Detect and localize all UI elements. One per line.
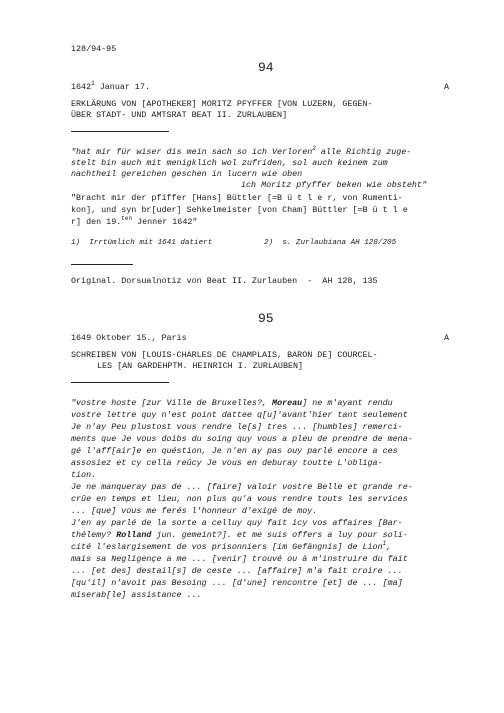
document-title-95-line-1: SCHREIBEN VON [LOUIS-CHARLES DE CHAMPLAIS, BARON DE] COURCEL-: [71, 350, 378, 360]
document-type-letter-95: A: [444, 333, 450, 343]
document-date-94: 1642$^1$ Januar 17.: [71, 80, 151, 92]
text-95-line-3: Je n'ay Peu plustost vous rendre le[s] tres ... [humbles] remerci-: [71, 422, 403, 432]
divider-94-title: [71, 131, 169, 132]
source-94: Original. Dorsualnotiz von Beat II. Zurlauben - AH 128, 135: [71, 276, 378, 286]
archive-reference: 128/94-95: [71, 44, 117, 54]
text-95-line-8: Je ne manqueray pas de ... [faire] valoir vostre Belle et grande re-: [71, 482, 413, 492]
document-type-letter-94: A: [444, 82, 450, 92]
text-95-line-16: [qu'il] n'avoit pas Besoing ... [d'une] rencontre [et] de ... [ma]: [71, 578, 403, 588]
name-rolland: Rolland: [116, 530, 152, 540]
quote-94-line-3: nachtheil gereichen geschen in lucern wie oben: [71, 169, 303, 179]
name-moreau: Moreau: [272, 398, 303, 408]
text-95-line-10: ... [que] vous me ferés l'honneur d'exigé de moy.: [71, 506, 318, 516]
footnote-94-1: 1) Irrtümlich mit 1641 datiert: [71, 239, 213, 247]
text-95-line-6: assosiez et cy cella reûcy Je vous en deburay toutte L'obliga-: [71, 458, 383, 468]
text-95-line-2: vostre lettre quy n'est point dattee q[u]'avant'hier tant seulement: [71, 410, 408, 420]
quote-94-line-4: ich Moritz pfyffer beken wie obsteht": [241, 180, 427, 190]
text-95-line-1: "vostre hoste [zur Ville de Bruxelles?, Moreau] ne m'ayant rendu: [71, 398, 393, 408]
quote-94-line-1: "hat mir für wiser dis mein sach so ich Verloren$^2$ alle Richtig zuge-: [71, 145, 412, 157]
dorsal-note-94-line-2: kon], und syn br[uder] Sehkelmeister [von Cham] Büttler [=B ü t l e: [71, 205, 408, 215]
text-95-line-11: J'en ay parlé de la sorte a celluy quy fait icy vos affaires [Bar-: [71, 518, 403, 528]
document-number-95: 95: [258, 311, 274, 326]
text-95-line-5: gé l'aff[air]e en quéstion, Je n'en ay pas ouy parlé encore a ces: [71, 446, 398, 456]
document-title-94-line-2: ÜBER STADT- UND AMTSRAT BEAT II. ZURLAUBEN]: [71, 110, 288, 120]
document-title-94-line-1: ERKLÄRUNG VON [APOTHEKER] MORITZ PFYFFER [VON LUZERN, GEGEN-: [71, 99, 373, 109]
text-95-line-7: tion.: [71, 470, 97, 480]
dorsal-note-94-line-3: r] den 19.$^{ten}$ Jenner 1642": [71, 215, 198, 227]
divider-95-title: [71, 382, 169, 383]
text-95-line-17: miserab[le] assistance ...: [71, 590, 202, 600]
quote-94-line-2: stelt bin auch mit menigklich wol zufriden, sol auch keinem zum: [71, 158, 388, 168]
text-95-line-14: mais sa Negligençe a me ... [venir] trouvé ou à m'instruire du fait: [71, 554, 408, 564]
divider-94-footnotes: [71, 264, 133, 265]
document-title-95-line-2: LES [AN GARDEHPTM. HEINRICH I. ZURLAUBEN]: [97, 361, 304, 371]
document-number-94: 94: [258, 60, 274, 75]
text-95-line-13: cité l'eslargisement de vos prisonniers [im Gefängnis] de Lion$^1$,: [71, 540, 392, 552]
footnote-94-2: 2) s. Zurlaubiana AH 128/205: [264, 239, 397, 247]
document-date-95: 1649 Oktober 15., Paris: [71, 333, 187, 343]
text-95-line-4: ments que Je vous doibs du soing quy vous a pleu de prendre de mena-: [71, 434, 413, 444]
text-95-line-15: ... [et des] destail[s] de ceste ... [affaire] m'a fait croire ...: [71, 566, 403, 576]
text-95-line-12: thélemy? Rolland jun. gemeint?]. et me suis offers a luy pour soli-: [71, 530, 408, 540]
dorsal-note-94-line-1: "Bracht mir der pfiffer [Hans] Büttler [=B ü t l e r, von Rumenti-: [71, 193, 403, 203]
text-95-line-9: crûe en temps et lieu, non plus qu'a vous rendre touts les services: [71, 494, 408, 504]
